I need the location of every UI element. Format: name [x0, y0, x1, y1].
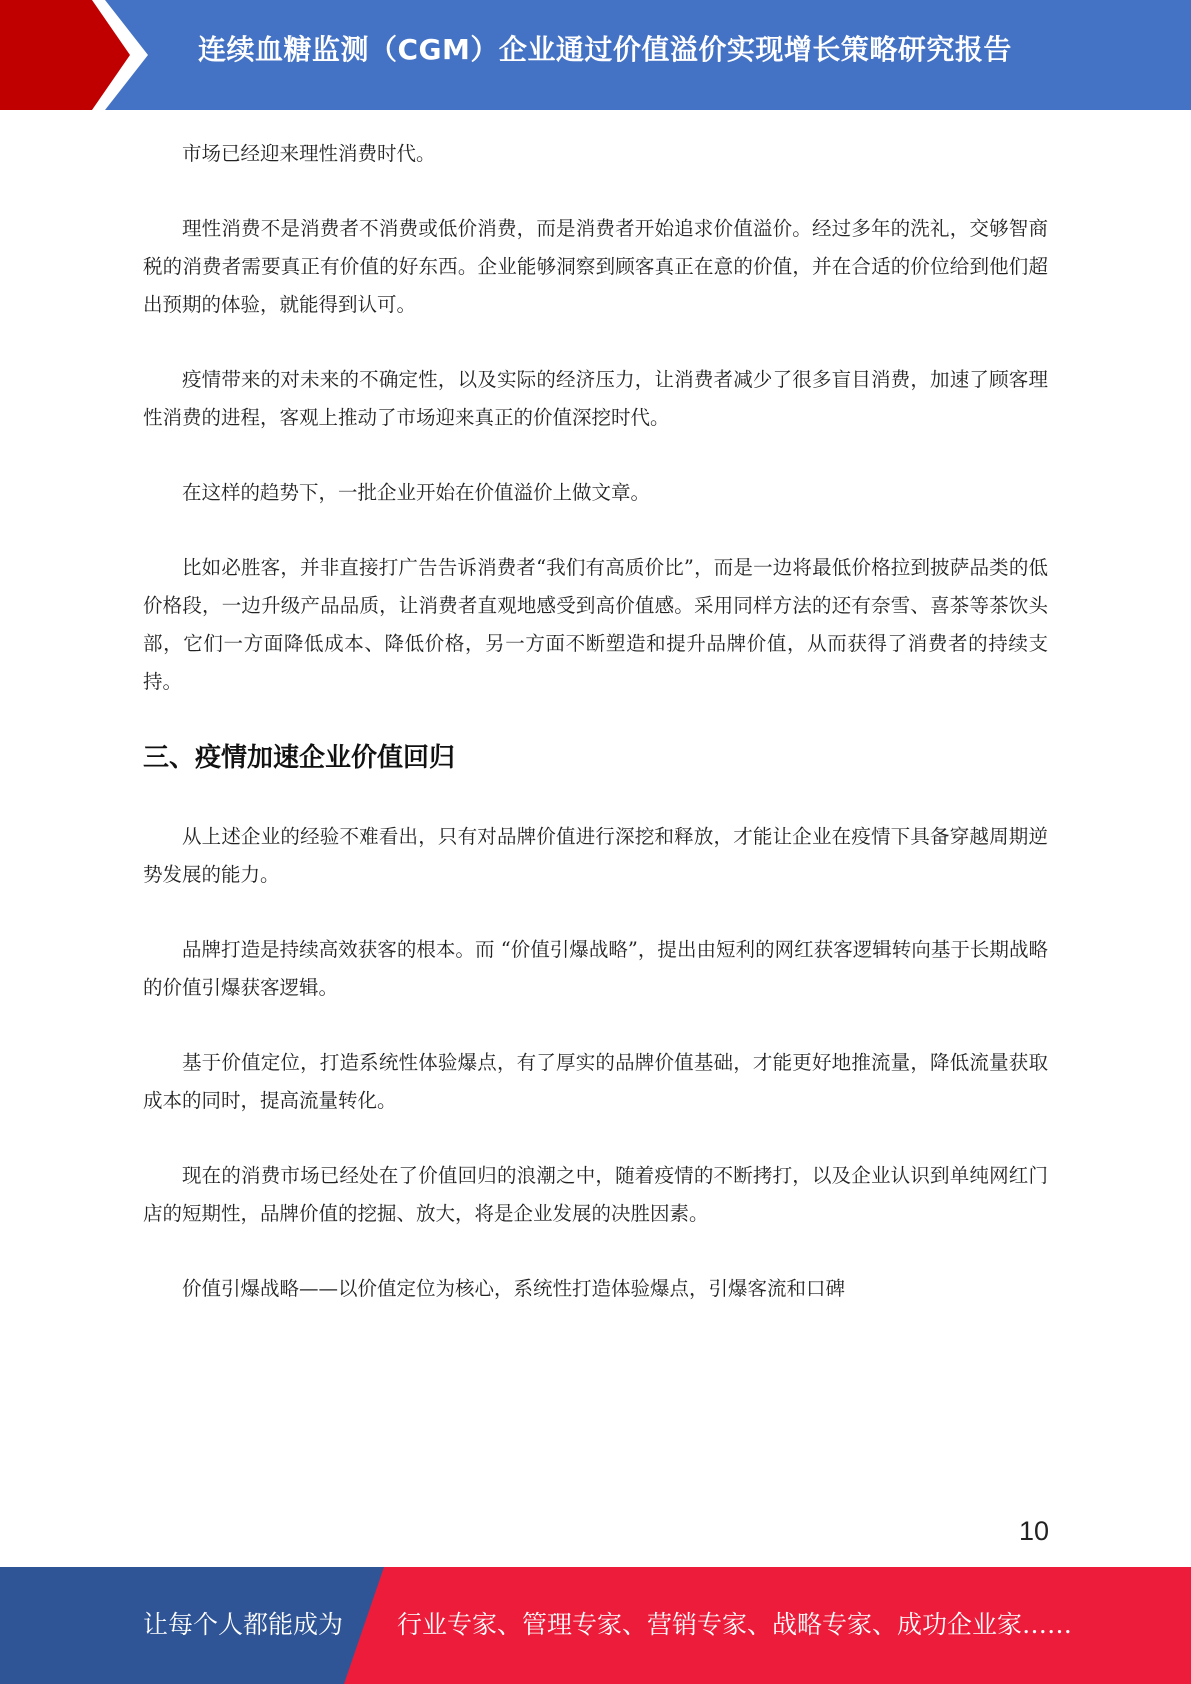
page-content: [143, 135, 1048, 1345]
report-title: 连续血糖监测（CGM）企业通过价值溢价实现增长策略研究报告: [198, 33, 1012, 66]
paragraph: 比如必胜客，并非直接打广告告诉消费者“我们有高质价比”，而是一边将最低价格拉到披萨品类的低价格段，一边升级产品品质，让消费者直观地感受到高价值感。采用同样方法的还有奈雪、喜茶等茶饮头部，它们一方面降低成本、降低价格，另一方面不断塑造和提升品牌价值，从而获得了消费者的持续支持。: [143, 556, 1048, 693]
footer-slogan-left: 让每个人都能成为: [143, 1610, 344, 1639]
paragraph: 现在的消费市场已经处在了价值回归的浪潮之中，随着疫情的不断拷打，以及企业认识到单纯网红门店的短期性，品牌价值的挖掘、放大，将是企业发展的决胜因素。: [143, 1164, 1048, 1225]
section-heading: 三、疫情加速企业价值回归: [143, 743, 456, 773]
paragraph: 基于价值定位，打造系统性体验爆点，有了厚实的品牌价值基础，才能更好地推流量，降低流量获取成本的同时，提高流量转化。: [143, 1051, 1048, 1112]
paragraph: 市场已经迎来理性消费时代。: [182, 142, 436, 165]
footer-slogan-right: 行业专家、管理专家、营销专家、战略专家、成功企业家……: [397, 1610, 1073, 1639]
paragraph: 从上述企业的经验不难看出，只有对品牌价值进行深挖和释放，才能让企业在疫情下具备穿越周期逆势发展的能力。: [143, 825, 1048, 886]
page-number: 10: [1018, 1516, 1049, 1546]
paragraph: 价值引爆战略——以价值定位为核心，系统性打造体验爆点，引爆客流和口碑: [182, 1277, 846, 1300]
paragraph: 疫情带来的对未来的不确定性，以及实际的经济压力，让消费者减少了很多盲目消费，加速了顾客理性消费的进程，客观上推动了市场迎来真正的价值深挖时代。: [143, 368, 1048, 429]
header-banner: [0, 0, 1191, 110]
paragraph: 品牌打造是持续高效获客的根本。而 “价值引爆战略”，提出由短利的网红获客逻辑转向基于长期战略的价值引爆获客逻辑。: [143, 938, 1048, 999]
paragraph: 在这样的趋势下，一批企业开始在价值溢价上做文章。: [182, 481, 651, 504]
paragraph: 理性消费不是消费者不消费或低价消费，而是消费者开始追求价值溢价。经过多年的洗礼，交够智商税的消费者需要真正有价值的好东西。企业能够洞察到顾客真正在意的价值，并在合适的价位给到他们超出预期的体验，就能得到认可。: [143, 217, 1048, 316]
footer-banner: [0, 1567, 1191, 1684]
